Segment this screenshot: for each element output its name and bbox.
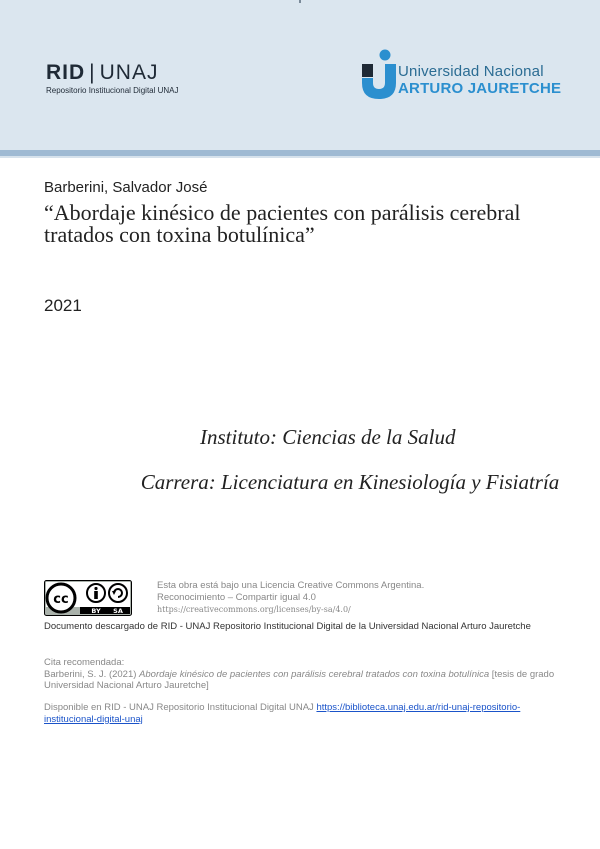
header-stripe-light — [0, 156, 600, 158]
citation-suffix: [tesis de grado Universidad Nacional Arturo Jauretche] — [44, 669, 555, 691]
by-icon — [87, 584, 105, 602]
citation — [44, 669, 564, 691]
repository-link[interactable]: https://biblioteca.unaj.edu.ar/rid-unaj-repositorio-institucional-digital-unaj — [44, 702, 521, 725]
sa-text: SA — [113, 607, 123, 615]
cc-text: cc — [53, 592, 69, 607]
rid-logo — [46, 62, 179, 95]
carrera: Carrera: Licenciatura en Kinesiología y Fisiatría — [140, 470, 560, 494]
rid-name-text: UNAJ — [99, 61, 159, 84]
citation-title: Abordaje kinésico de pacientes con parálisis cerebral tratados con toxina botulínica — [139, 669, 490, 680]
download-notice: Documento descargado de RID - UNAJ Repositorio Institucional Digital de la Universidad Nacional Arturo Jauretche — [44, 621, 531, 632]
availability — [44, 702, 564, 726]
top-tick — [299, 0, 301, 3]
rid-subtitle: Repositorio Institucional Digital UNAJ — [46, 86, 179, 95]
citation-prefix: Barberini, S. J. (2021) — [44, 669, 140, 680]
by-text: BY — [91, 607, 101, 615]
rid-separator: | — [89, 61, 96, 84]
cc-license-badge[interactable] — [44, 580, 132, 621]
license-line2: Reconocimiento – Compartir igual 4.0 — [157, 592, 316, 603]
university-name-line2: ARTURO JAURETCHE — [398, 80, 562, 97]
year: 2021 — [44, 296, 82, 315]
rid-bold-text: RID — [46, 61, 86, 84]
unaj-logo-icon — [358, 48, 396, 105]
share-alike-icon — [109, 584, 127, 602]
thesis-title: “Abordaje kinésico de pacientes con parálisis cerebral tratados con toxina botulínica” — [44, 200, 521, 247]
license-url[interactable]: https://creativecommons.org/licenses/by-sa/4.0/ — [157, 605, 351, 614]
rid-wordmark — [46, 62, 179, 84]
instituto: Instituto: Ciencias de la Salud — [200, 425, 456, 449]
license-text — [157, 580, 424, 616]
creative-commons-icon — [47, 584, 75, 612]
citation-label: Cita recomendada: — [44, 657, 125, 668]
university-name — [398, 63, 561, 98]
university-name-line1: Universidad Nacional — [398, 63, 544, 80]
availability-prefix: Disponible en RID - UNAJ Repositorio Institucional Digital UNAJ — [44, 702, 317, 713]
license-line1: Esta obra está bajo una Licencia Creative Commons Argentina. — [157, 580, 425, 591]
author-name: Barberini, Salvador José — [44, 179, 208, 196]
